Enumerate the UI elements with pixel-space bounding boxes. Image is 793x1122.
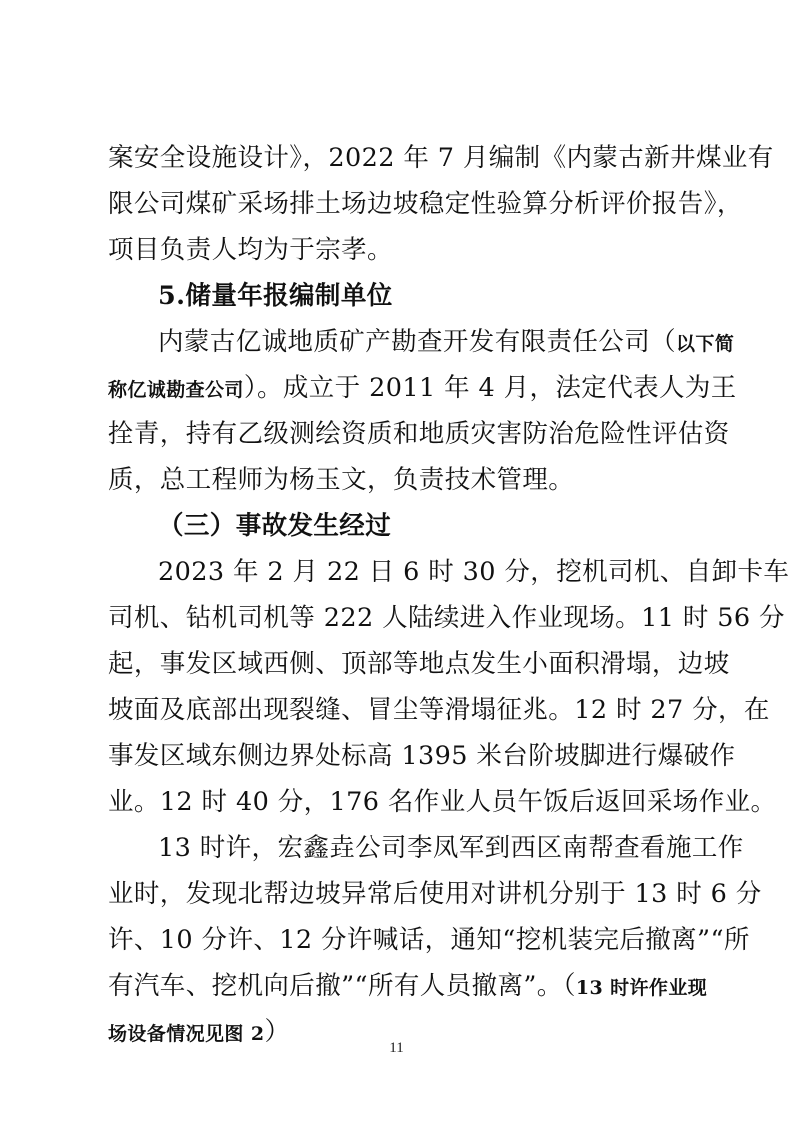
paragraph-line: 业。12 时 40 分，176 名作业人员午饭后返回采场作业。: [108, 787, 777, 817]
paragraph-line: [158, 322, 735, 362]
paragraph-line: 质，总工程师为杨玉文，负责技术管理。: [108, 465, 575, 495]
paragraph-line: 限公司煤矿采场排土场边坡稳定性验算分析评价报告》，: [108, 189, 743, 219]
paragraph-text: ）。成立于 2011 年 4 月，法定代表人为王: [243, 373, 737, 403]
paragraph-line: 2023 年 2 月 22 日 6 时 30 分，挖机司机、自卸卡车: [158, 557, 790, 587]
paragraph-line: 项目负责人均为于宗孝。: [108, 235, 393, 265]
paragraph-line: 13 时许，宏鑫垚公司李凤军到西区南帮查看施工作: [158, 833, 744, 863]
paragraph-line: 业时，发现北帮边坡异常后使用对讲机分别于 13 时 6 分: [108, 879, 762, 909]
page-number: 11: [389, 1040, 404, 1056]
section-heading: （三）事故发生经过: [158, 511, 392, 541]
paragraph-text: 有汽车、挖机向后撤”“所有人员撤离”。（: [108, 971, 576, 1001]
paragraph-line: 拴青，持有乙级测绘资质和地质灾害防治危险性评估资: [108, 419, 730, 449]
paragraph-line: [108, 368, 737, 408]
paragraph-line: 事发区域东侧边界处标高 1395 米台阶坡脚进行爆破作: [108, 741, 736, 771]
figure-reference-note: 13 时许作业现: [575, 977, 708, 999]
paragraph-line: 坡面及底部出现裂缝、冒尘等滑塌征兆。12 时 27 分，在: [108, 695, 770, 725]
parenthetical-note: 称亿诚勘查公司: [108, 379, 244, 401]
paragraph-line: 司机、钻机司机等 222 人陆续进入作业现场。11 时 56 分: [108, 603, 785, 633]
parenthetical-note: 以下简: [676, 333, 735, 355]
paragraph-text: 内蒙古亿诚地质矿产勘查开发有限责任公司（: [158, 327, 677, 357]
paragraph-text: ）: [264, 1017, 291, 1047]
paragraph-line: [108, 966, 708, 1006]
paragraph-line: 许、10 分许、12 分许喊话，通知“挖机装完后撤离”“所: [108, 925, 750, 955]
paragraph-line: 起，事发区域西侧、顶部等地点发生小面积滑塌，边坡: [108, 649, 730, 679]
section-heading: 5.储量年报编制单位: [158, 281, 393, 311]
figure-reference-note: 场设备情况见图 2: [108, 1023, 265, 1045]
paragraph-line: 案安全设施设计》，2022 年 7 月编制《内蒙古新井煤业有: [108, 143, 774, 173]
